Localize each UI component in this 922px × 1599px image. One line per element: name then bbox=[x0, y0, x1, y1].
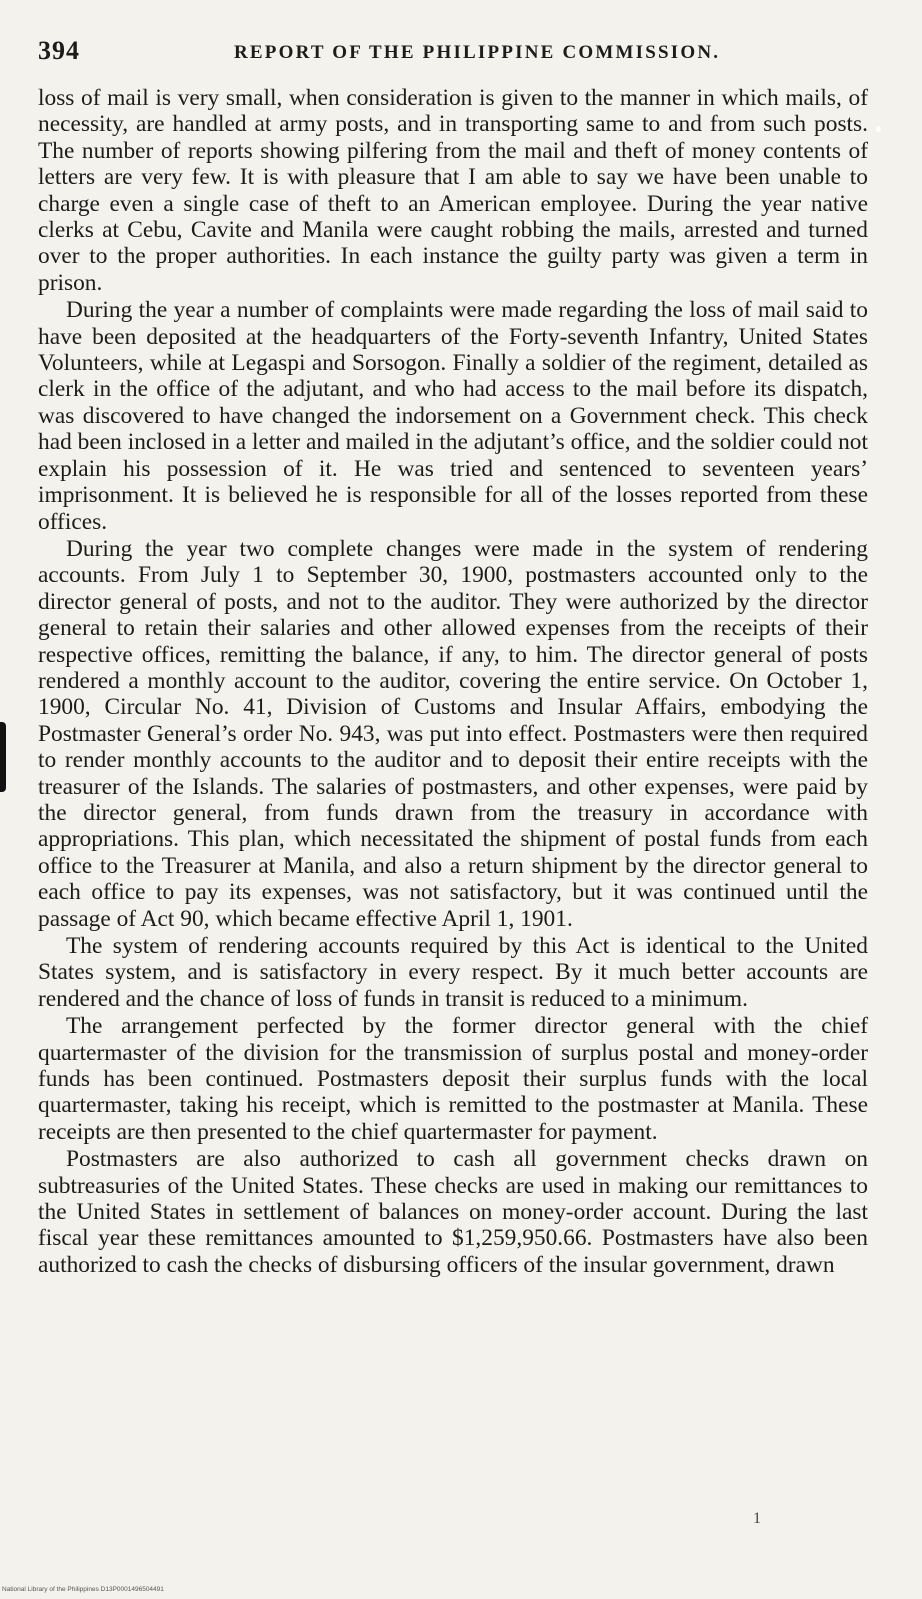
paragraph-2: During the year a number of complaints were made regarding the loss of mail said to have been deposited at the headquarters of the Forty-seventh Infantry, United States Volunteers, while at Legaspi and Sorsogon. Finally a soldier of the regiment, detailed as clerk in the office of the adjutant, and who had access to the mail before its dispatch, was discovered to have changed the indorsement on a Government check. This check had been inclosed in a letter and mailed in the adjutant’s office, and the soldier could not explain his possession of it. He was tried and sentenced to seventeen years’ imprisonment. It is believed he is responsible for all of the losses reported from these offices. bbox=[38, 297, 868, 535]
paragraph-5: The arrangement perfected by the former director general with the chief quartermaster of the division for the transmission of surplus postal and money-order funds has been continued. Postmasters deposit their surplus funds with the local quartermaster, taking his receipt, which is remitted to the postmaster at Manila. These receipts are then presented to the chief quartermaster for payment. bbox=[38, 1013, 868, 1145]
paragraph-3: During the year two complete changes were made in the system of rendering accounts. From July 1 to September 30, 1900, postmasters accounted only to the director general of posts, and not to the auditor. They were authorized by the director general to retain their salaries and other allowed expenses from the receipts of their respective offices, remitting the balance, if any, to him. The director general of posts rendered a monthly account to the auditor, covering the entire service. On October 1, 1900, Circular No. 41, Division of Customs and Insular Affairs, embodying the Postmaster General’s order No. 943, was put into effect. Postmasters were then required to render monthly accounts to the auditor and to deposit their entire receipts with the treasurer of the Islands. The salaries of postmasters, and other expenses, were paid by the director general, from funds drawn from the treasury in accordance with appropriations. This plan, which necessitated the shipment of postal funds from each office to the Treasurer at Manila, and also a return shipment by the director general to each office to pay its expenses, was not satisfactory, but it was continued until the passage of Act 90, which became effective April 1, 1901. bbox=[38, 535, 868, 932]
page-header bbox=[38, 36, 878, 76]
scan-source-label: National Library of the Philippines D13P0001496504491 bbox=[2, 1586, 164, 1593]
paper-speck bbox=[876, 126, 881, 132]
page-number: 394 bbox=[38, 36, 80, 65]
document-body bbox=[38, 85, 868, 1279]
binding-shadow bbox=[0, 722, 6, 792]
paragraph-1: loss of mail is very small, when consideration is given to the manner in which mails, of necessity, are handled at army posts, and in transporting same to and from such posts. The number of reports showing pilfering from the mail and theft of money contents of letters are very few. It is with pleasure that I am able to say we have been unable to charge even a single case of theft to an American employee. During the year native clerks at Cebu, Cavite and Manila were caught robbing the mails, arrested and turned over to the proper authorities. In each instance the guilty party was given a term in prison. bbox=[38, 85, 868, 296]
paragraph-4: The system of rendering accounts required by this Act is identical to the United States system, and is satisfactory in every respect. By it much better accounts are rendered and the chance of loss of funds in transit is reduced to a minimum. bbox=[38, 933, 868, 1012]
signature-mark: 1 bbox=[753, 1510, 761, 1527]
paragraph-6: Postmasters are also authorized to cash all government checks drawn on subtreasuries of the United States. These checks are used in making our remittances to the United States in settlement of balances on money-order account. During the last fiscal year these remittances amounted to $1,259,950.66. Postmasters have also been authorized to cash the checks of disbursing officers of the insular government, drawn bbox=[38, 1146, 868, 1278]
running-head: REPORT OF THE PHILIPPINE COMMISSION. bbox=[234, 42, 721, 63]
